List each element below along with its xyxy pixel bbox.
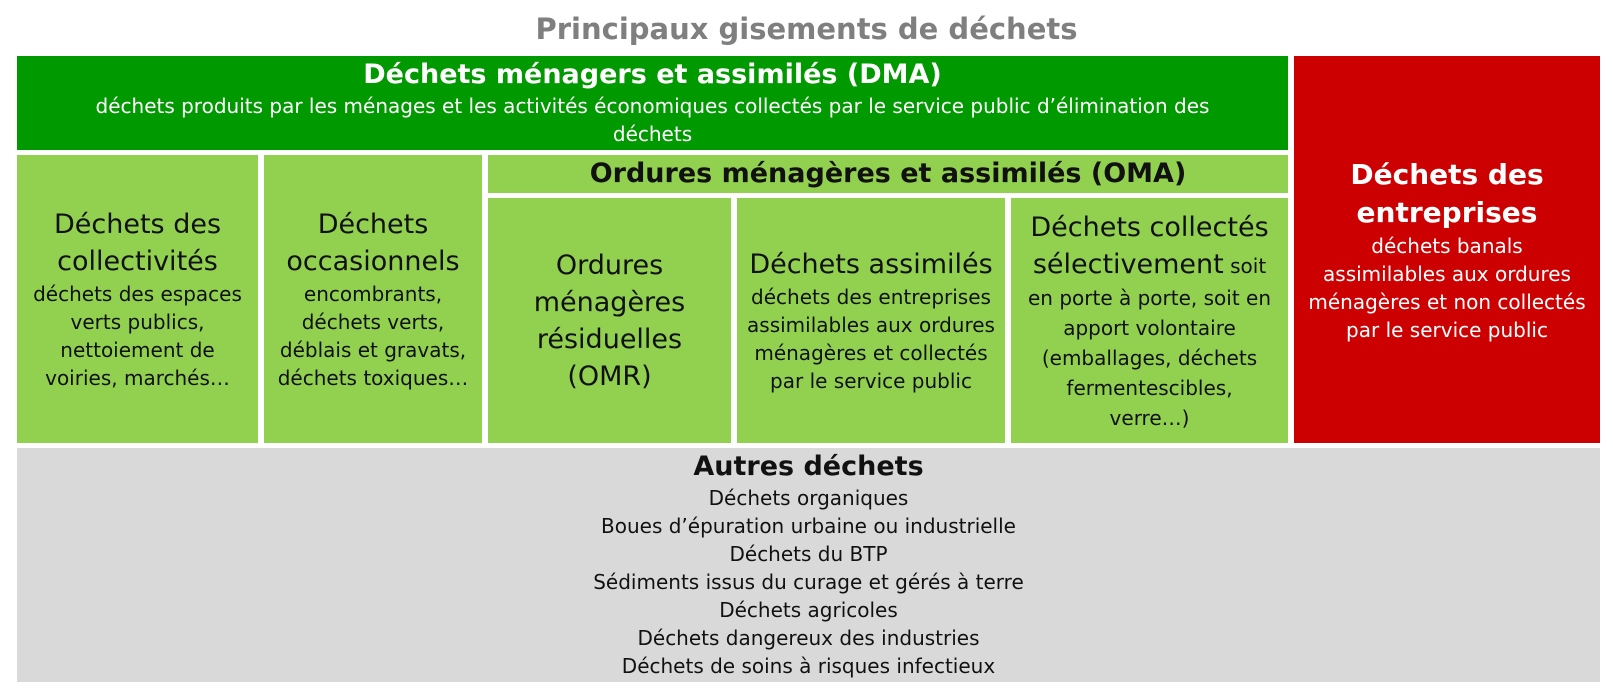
selectifs-box xyxy=(1011,198,1288,443)
autres-item: Déchets dangereux des industries xyxy=(637,626,980,650)
entreprises-heading: Déchets des entreprises xyxy=(1350,157,1544,229)
assimiles-box xyxy=(737,198,1005,443)
oma-title: Ordures ménagères et assimilés (OMA) xyxy=(589,158,1187,189)
autres-item: Boues d’épuration urbaine ou industrielle xyxy=(601,514,1016,538)
entreprises-box xyxy=(1294,56,1600,443)
selectifs-description: soit en porte à porte, soit en apport volontaire (emballages, déchets fermentescibles, verre…) xyxy=(1027,253,1272,430)
dma-description: déchets produits par les ménages et les activités économiques collectés par le service public d’élimination des déchets xyxy=(95,94,1210,146)
occasionnels-heading: Déchets occasionnels xyxy=(286,209,460,277)
assimiles-description: déchets des entreprises assimilables aux ordures ménagères et collectés par le service public xyxy=(747,285,995,393)
omr-heading: Ordures ménagères résiduelles (OMR) xyxy=(533,249,686,392)
dma-title: Déchets ménagers et assimilés (DMA) xyxy=(363,59,942,90)
autres-item: Déchets agricoles xyxy=(719,598,898,622)
autres-item: Déchets organiques xyxy=(708,486,909,510)
omr-box xyxy=(488,198,731,443)
assimiles-heading: Déchets assimilés xyxy=(749,249,993,280)
collectivites-description: déchets des espaces verts publics, nettoiement de voiries, marchés… xyxy=(33,282,242,390)
entreprises-description: déchets banals assimilables aux ordures ménagères et non collectés par le service public xyxy=(1308,233,1586,342)
selectifs-heading: Déchets collectés sélectivement xyxy=(1030,211,1269,280)
collectivites-heading: Déchets des collectivités xyxy=(53,209,222,277)
dma-box xyxy=(17,56,1288,150)
collectivites-box xyxy=(17,155,258,443)
occasionnels-description: encombrants, déchets verts, déblais et gravats, déchets toxiques… xyxy=(277,282,469,390)
autres-title: Autres déchets xyxy=(693,451,924,482)
autres-box xyxy=(17,448,1600,682)
autres-item: Déchets de soins à risques infectieux xyxy=(621,654,996,678)
oma-box xyxy=(488,155,1288,193)
autres-item: Sédiments issus du curage et gérés à terre xyxy=(593,570,1024,594)
diagram-title: Principaux gisements de déchets xyxy=(535,12,1078,46)
autres-item: Déchets du BTP xyxy=(729,542,888,566)
occasionnels-box xyxy=(264,155,482,443)
